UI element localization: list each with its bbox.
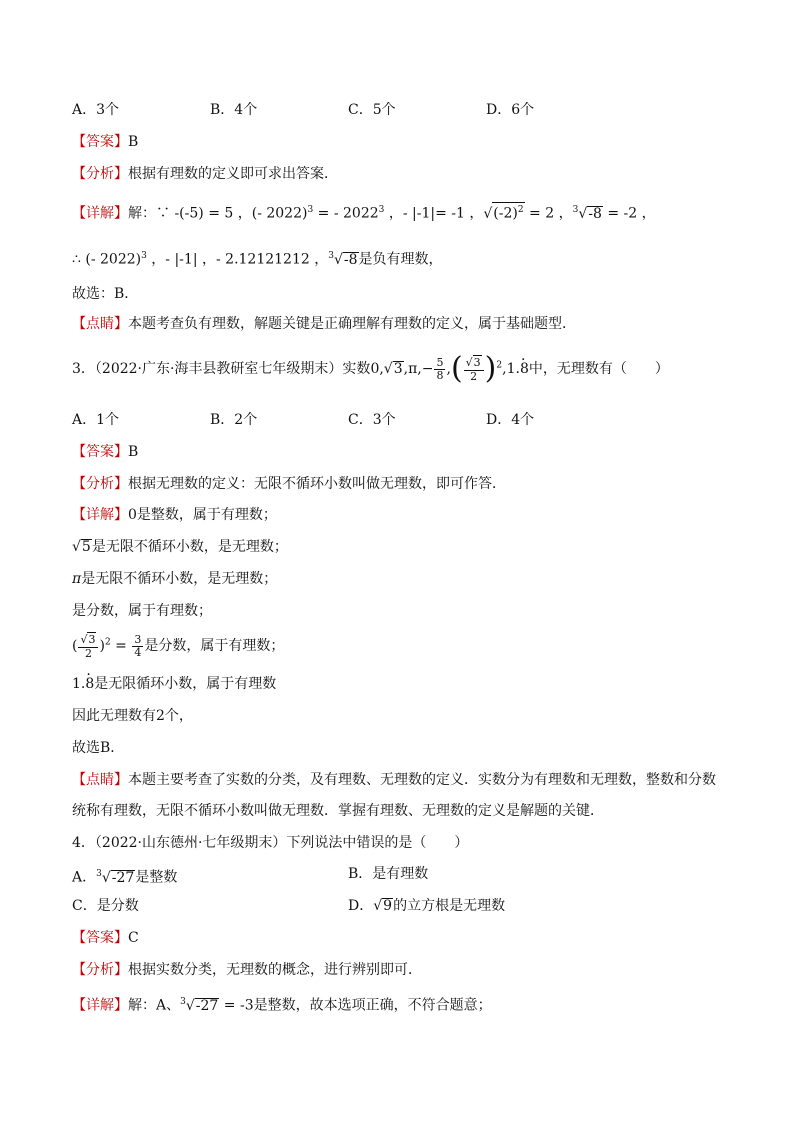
option-d (348, 896, 505, 916)
option-c: C．5个 (348, 102, 396, 118)
detail-tag: 【详解】 (72, 507, 128, 523)
analysis-tag: 【分析】 (72, 476, 128, 492)
detail-text: 解：∵ -(-5) = 5 ，(- 2022) (128, 205, 308, 222)
detail-text: 因此无理数有 (72, 708, 156, 724)
detail-line-1 (72, 992, 492, 1016)
analysis-line (72, 960, 422, 980)
detail-line-2 (72, 246, 443, 270)
question-4-stem: 4．（2022·山东德州·七年级期末）下列说法中错误的是（ ） (72, 835, 469, 851)
option-b: B．是有理数 (348, 866, 429, 882)
option-c: C．是分数 (72, 898, 139, 914)
detail-line-7 (72, 706, 193, 726)
pi-symbol: π (72, 571, 82, 587)
radicand: -27 (111, 869, 135, 886)
stem-text: 中，无理数有（ ） (528, 361, 669, 377)
radicand (492, 202, 524, 221)
detail-text: 解：A、 (128, 997, 181, 1014)
sqrt-symbol (72, 539, 81, 555)
comment-line-1 (72, 770, 716, 790)
detail-text: ，- |-1|= -1 ， (384, 205, 484, 222)
sqrt-symbol (80, 633, 87, 646)
detail-text: 0是整数，属于有理数； (128, 507, 277, 523)
detail-line-1 (72, 505, 277, 525)
detail-text: 是负有理数， (358, 251, 443, 268)
root-index: 3 (328, 251, 334, 261)
option-label: A． (72, 869, 97, 886)
numerator (78, 632, 98, 648)
detail-line-1 (72, 200, 656, 224)
comment-tag: 【点睛】 (72, 316, 128, 332)
fraction (78, 632, 98, 660)
option-text: 的立方根是无理数 (393, 898, 506, 914)
detail-line-6 (72, 674, 276, 694)
radicand: -8 (343, 251, 358, 268)
repeating-digit: · 8 (85, 676, 94, 692)
denominator: 8 (436, 368, 444, 382)
detail-num: 1. (72, 676, 86, 692)
option-a (72, 864, 177, 888)
answer-value: C (128, 930, 139, 946)
detail-tag: 【详解】 (72, 205, 128, 222)
detail-text: ，- |-1| ，- 2.12121212 ， (146, 251, 329, 268)
detail-text: = -2 ， (602, 205, 656, 222)
answer-tag: 【答案】 (72, 930, 128, 946)
exponent: 2 (496, 360, 503, 371)
conclusion-line: 故选：B． (72, 286, 139, 302)
exponent: 2 (104, 637, 111, 648)
comment-text: 本题主要考查了实数的分类，及有理数、无理数的定义．实数分为有理数和无理数，整数和分数 (128, 772, 716, 788)
option-c: C．3个 (348, 412, 396, 428)
answer-line (72, 132, 138, 152)
numerator: 3 (134, 632, 142, 646)
analysis-text: 根据实数分类，无理数的概念，进行辨别即可． (128, 962, 422, 978)
option-a: A．1个 (72, 412, 120, 428)
paren-left: ( (450, 351, 463, 386)
analysis-text: 根据有理数的定义即可求出答案． (128, 166, 338, 182)
denominator: 2 (470, 370, 478, 383)
answer-value: B (128, 444, 139, 460)
radicand-text: (-2) (493, 205, 518, 222)
exponent: 3 (141, 251, 147, 261)
denominator: 2 (84, 647, 92, 660)
stem-text: 3．（2022·广东·海丰县教研室七年级期末）实数 (72, 361, 371, 377)
detail-tag: 【详解】 (72, 997, 128, 1014)
detail-num: 2 (156, 708, 165, 724)
root-index: 3 (572, 205, 579, 215)
comment-tag: 【点睛】 (72, 772, 128, 788)
option-d: D．6个 (486, 102, 535, 118)
analysis-line (72, 474, 506, 494)
radicand: -27 (195, 997, 219, 1014)
detail-text: 是分数，属于有理数； (144, 638, 285, 654)
stem-num: ,1. (502, 361, 520, 377)
cbrt-symbol (186, 998, 195, 1014)
radicand: 5 (81, 539, 91, 555)
sqrt-symbol (373, 898, 382, 914)
comment-line (72, 314, 576, 334)
numerator (464, 355, 484, 371)
detail-line-5: ( √ $\frac{3}{2}$ )$^2$ = $\frac{3}{4}$ 是分数，属于有理数； (72, 632, 284, 660)
paren-right: ) (484, 351, 497, 386)
option-text: 是整数 (135, 869, 178, 886)
answer-tag: 【答案】 (72, 134, 128, 150)
cbrt-symbol (334, 252, 343, 268)
question-3-stem: 3．（2022·广东·海丰县教研室七年级期末）实数0,√ 3,π,− $\frac{5}{8}$ ,( √ $\frac{3}{2}$ )$^2$,1.· 8中，无理数有（ ） (72, 354, 669, 384)
sqrt-symbol (384, 361, 393, 377)
analysis-line (72, 164, 338, 184)
radicand: 3 (88, 633, 96, 646)
detail-text: ∴ (- 2022) (72, 251, 142, 268)
radicand: 3 (393, 361, 403, 377)
answer-line (72, 442, 138, 462)
conclusion-line: 故选B． (72, 740, 125, 756)
detail-text: 是无限不循环小数，是无理数； (81, 571, 278, 587)
paren: ) (99, 638, 105, 654)
fraction (434, 357, 445, 382)
exponent: 3 (307, 205, 314, 215)
detail-text: = -3 (219, 997, 254, 1014)
sqrt-symbol (483, 206, 492, 222)
radicand: 3 (473, 356, 481, 369)
detail-text: 是无限不循环小数，是无理数； (91, 539, 288, 555)
option-d: D．4个 (486, 412, 535, 428)
detail-line-4: 是分数，属于有理数； (72, 603, 212, 619)
detail-line-3 (72, 569, 277, 589)
numerator: 5 (436, 355, 444, 369)
comment-text: 本题考查负有理数，解题关键是正确理解有理数的定义，属于基础题型． (128, 316, 576, 332)
exponent: 2 (517, 205, 524, 215)
option-b: B．4个 (210, 102, 258, 118)
denominator: 4 (134, 645, 142, 659)
cbrt-symbol (578, 206, 587, 222)
comment-line-2: 统称有理数，无限不循环小数叫做无理数．掌握有理数、无理数的定义是解题的关键． (72, 803, 604, 819)
option-b: B．2个 (210, 412, 258, 428)
analysis-text: 根据无理数的定义：无限不循环小数叫做无理数，即可作答． (128, 476, 506, 492)
answer-tag: 【答案】 (72, 444, 128, 460)
analysis-tag: 【分析】 (72, 962, 128, 978)
option-a: A．3个 (72, 102, 120, 118)
root-index: 3 (180, 997, 186, 1007)
radicand: -8 (588, 205, 602, 222)
paren: ( (72, 638, 78, 654)
answer-line (72, 928, 139, 948)
root-index: 3 (96, 869, 102, 879)
fraction (464, 355, 484, 383)
detail-text: 个， (164, 708, 193, 724)
stem-num: 0, (370, 361, 384, 377)
exponent: 3 (378, 205, 385, 215)
detail-text: = 2 ， (524, 205, 573, 222)
analysis-tag: 【分析】 (72, 166, 128, 182)
fraction (132, 634, 143, 659)
answer-value: B (128, 134, 139, 150)
repeating-digit: · 8 (520, 361, 529, 377)
detail-text: 是整数，故本选项正确，不符合题意； (253, 997, 492, 1014)
detail-text: = - 2022 (313, 205, 379, 222)
detail-text: 是无限循环小数，属于有理数 (94, 676, 277, 692)
cbrt-symbol (102, 870, 111, 886)
sqrt-symbol (466, 356, 473, 369)
option-label: D． (348, 898, 374, 914)
detail-line-2 (72, 537, 288, 557)
stem-num: ,π,− (403, 361, 434, 377)
radicand: 9 (383, 898, 393, 914)
